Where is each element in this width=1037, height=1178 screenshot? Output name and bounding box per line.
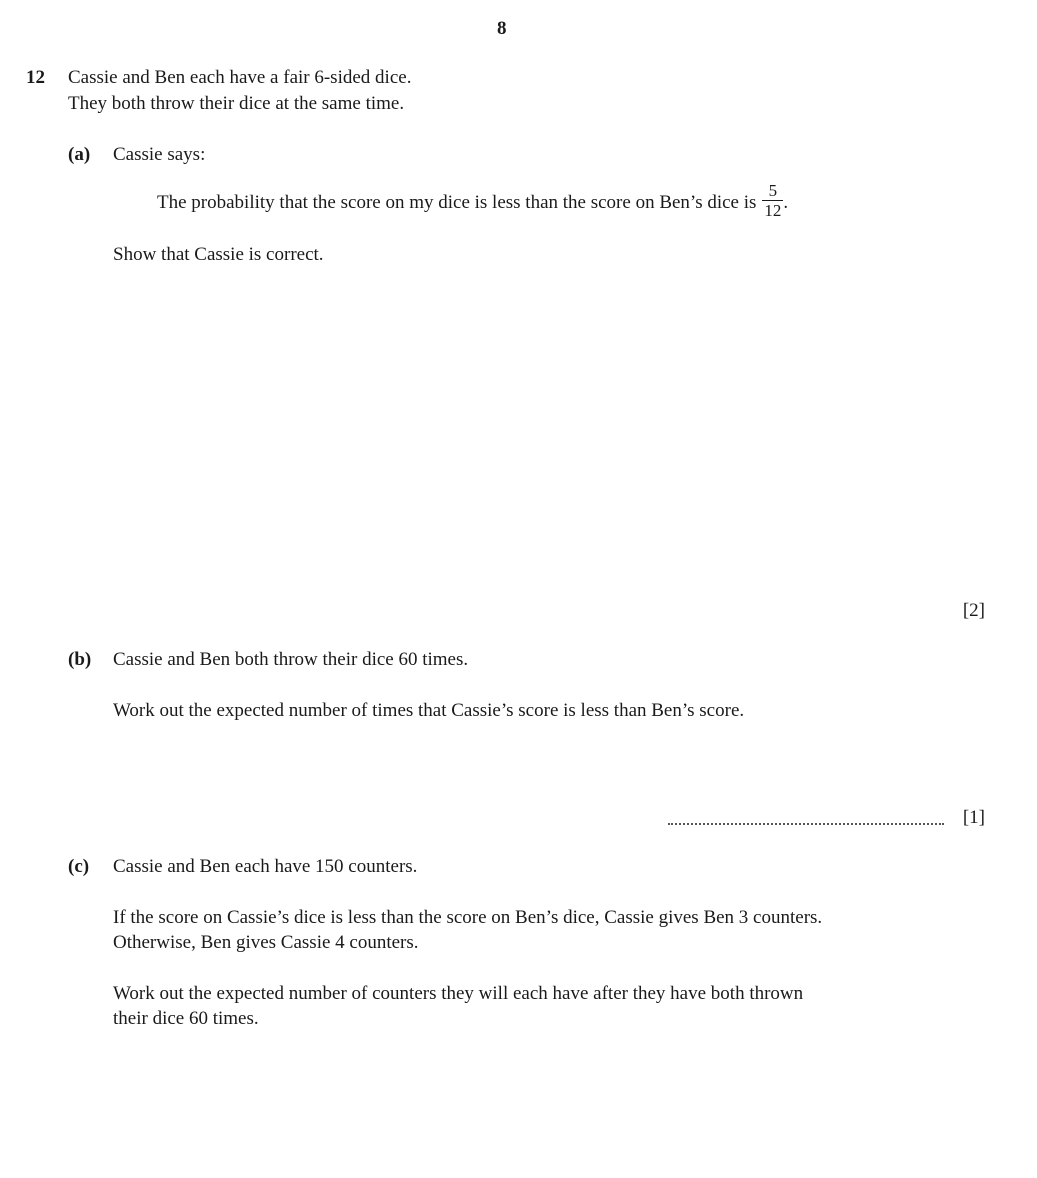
fraction-five-twelfths bbox=[762, 182, 783, 219]
question-intro bbox=[68, 67, 411, 119]
fraction-numerator: 5 bbox=[762, 182, 783, 201]
part-c-label: (c) bbox=[68, 856, 90, 877]
fraction-denominator: 12 bbox=[764, 201, 782, 220]
part-c-rule-line: If the score on Cassie’s dice is less than the score on Ben’s dice, Cassie gives Ben 3 counters. bbox=[113, 907, 823, 928]
part-c-rule-line: Otherwise, Ben gives Cassie 4 counters. bbox=[113, 932, 419, 953]
part-b-marks: [1] bbox=[962, 807, 985, 828]
part-c-instruction bbox=[113, 983, 803, 1033]
question-intro-line: They both throw their dice at the same time. bbox=[68, 93, 405, 114]
part-a-says: Cassie says: bbox=[113, 144, 206, 165]
part-a-quote bbox=[157, 181, 789, 222]
part-b-label: (b) bbox=[68, 649, 92, 670]
question-intro-line: Cassie and Ben each have a fair 6-sided dice. bbox=[68, 67, 412, 88]
page-number: 8 bbox=[497, 18, 507, 39]
part-c-instruction-line: their dice 60 times. bbox=[113, 1008, 259, 1029]
part-c-text: Cassie and Ben each have 150 counters. bbox=[113, 856, 418, 877]
quote-end: . bbox=[783, 191, 789, 213]
part-c-rule bbox=[113, 907, 822, 957]
answer-line[interactable] bbox=[668, 823, 944, 825]
part-a-label: (a) bbox=[68, 144, 91, 165]
part-a-instruction: Show that Cassie is correct. bbox=[113, 244, 324, 265]
question-number: 12 bbox=[26, 67, 45, 88]
part-a-marks: [2] bbox=[962, 600, 985, 621]
part-b-text: Cassie and Ben both throw their dice 60 times. bbox=[113, 649, 469, 670]
part-c-instruction-line: Work out the expected number of counters they will each have after they have both thrown bbox=[113, 983, 804, 1004]
part-a-quote-text: The probability that the score on my dice is less than the score on Ben’s dice is bbox=[157, 191, 757, 213]
part-b-instruction: Work out the expected number of times that Cassie’s score is less than Ben’s score. bbox=[113, 700, 745, 721]
